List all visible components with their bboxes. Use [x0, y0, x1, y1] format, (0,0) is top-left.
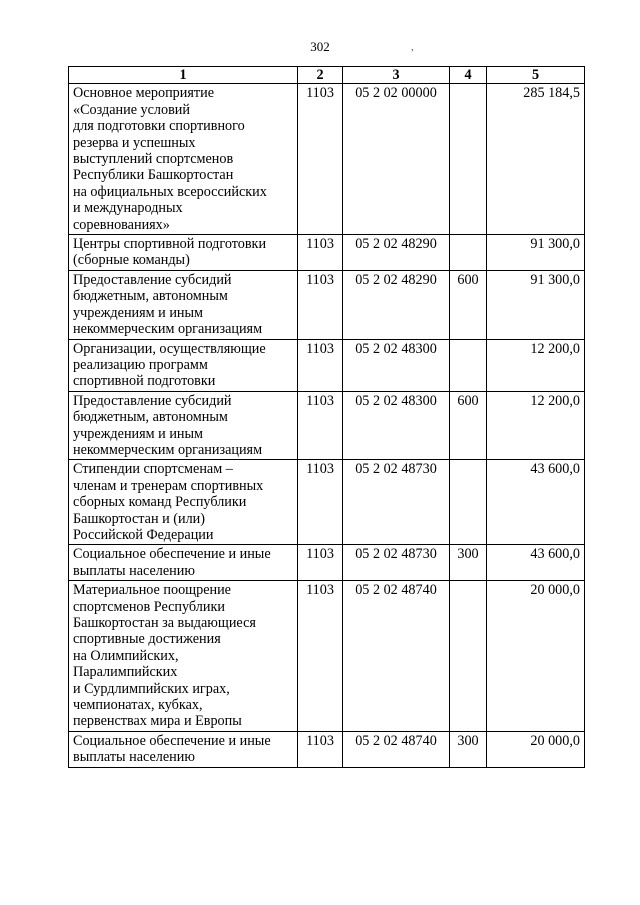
row-code-cell: 05 2 02 48740: [343, 581, 450, 732]
row-section-cell: 1103: [298, 731, 343, 767]
row-name-cell: Организации, осуществляющие реализацию программ спортивной подготовки: [69, 339, 298, 391]
row-amount-cell: 91 300,0: [487, 270, 585, 339]
row-amount-cell: 285 184,5: [487, 84, 585, 235]
page-mark: ,: [411, 41, 414, 53]
table-row: [69, 84, 585, 235]
row-name-cell: Предоставление субсидий бюджетным, автономным учреждениям и иным некоммерческим организациям: [69, 391, 298, 460]
row-code-cell: 05 2 02 48730: [343, 545, 450, 581]
column-header-5: 5: [487, 67, 585, 84]
row-name-cell: Основное мероприятие «Создание условий для подготовки спортивного резерва и успешных выступлений спортсменов Республики Башкортостан на официальных всероссийских и международных соревнованиях»: [69, 84, 298, 235]
table-body: [69, 84, 585, 767]
row-code-cell: 05 2 02 48290: [343, 235, 450, 271]
row-section-cell: 1103: [298, 460, 343, 545]
row-type-cell: 300: [450, 545, 487, 581]
row-name-cell: Социальное обеспечение и иные выплаты населению: [69, 545, 298, 581]
row-amount-cell: 20 000,0: [487, 731, 585, 767]
row-code-cell: 05 2 02 00000: [343, 84, 450, 235]
table-row: [69, 545, 585, 581]
row-code-cell: 05 2 02 48730: [343, 460, 450, 545]
row-code-cell: 05 2 02 48300: [343, 339, 450, 391]
row-code-cell: 05 2 02 48740: [343, 731, 450, 767]
table-row: [69, 270, 585, 339]
row-code-cell: 05 2 02 48300: [343, 391, 450, 460]
row-name-cell: Стипендии спортсменам – членам и тренерам спортивных сборных команд Республики Башкортостан и (или) Российской Федерации: [69, 460, 298, 545]
table-row: [69, 460, 585, 545]
table-row: [69, 391, 585, 460]
row-amount-cell: 20 000,0: [487, 581, 585, 732]
table-row: [69, 235, 585, 271]
row-type-cell: [450, 339, 487, 391]
row-type-cell: 600: [450, 270, 487, 339]
table-row: [69, 339, 585, 391]
row-section-cell: 1103: [298, 391, 343, 460]
row-amount-cell: 43 600,0: [487, 545, 585, 581]
row-section-cell: 1103: [298, 235, 343, 271]
row-amount-cell: 12 200,0: [487, 391, 585, 460]
column-header-4: 4: [450, 67, 487, 84]
table-header-row: [69, 67, 585, 84]
row-code-cell: 05 2 02 48290: [343, 270, 450, 339]
table-row: [69, 581, 585, 732]
row-type-cell: [450, 581, 487, 732]
page-number: 302: [310, 39, 330, 54]
row-type-cell: 600: [450, 391, 487, 460]
row-amount-cell: 91 300,0: [487, 235, 585, 271]
row-section-cell: 1103: [298, 581, 343, 732]
row-name-cell: Предоставление субсидий бюджетным, автономным учреждениям и иным некоммерческим организациям: [69, 270, 298, 339]
row-type-cell: 300: [450, 731, 487, 767]
column-header-3: 3: [343, 67, 450, 84]
row-name-cell: Материальное поощрение спортсменов Республики Башкортостан за выдающиеся спортивные достижения на Олимпийских, Паралимпийских и Сурдлимпийских играх, чемпионатах, кубках, первенствах мира и Европы: [69, 581, 298, 732]
row-name-cell: Центры спортивной подготовки (сборные команды): [69, 235, 298, 271]
row-type-cell: [450, 235, 487, 271]
row-section-cell: 1103: [298, 270, 343, 339]
row-section-cell: 1103: [298, 545, 343, 581]
row-amount-cell: 12 200,0: [487, 339, 585, 391]
row-type-cell: [450, 460, 487, 545]
budget-table: [68, 66, 585, 768]
row-amount-cell: 43 600,0: [487, 460, 585, 545]
row-section-cell: 1103: [298, 339, 343, 391]
table-row: [69, 731, 585, 767]
column-header-2: 2: [298, 67, 343, 84]
row-name-cell: Социальное обеспечение и иные выплаты населению: [69, 731, 298, 767]
row-section-cell: 1103: [298, 84, 343, 235]
column-header-1: 1: [69, 67, 298, 84]
row-type-cell: [450, 84, 487, 235]
